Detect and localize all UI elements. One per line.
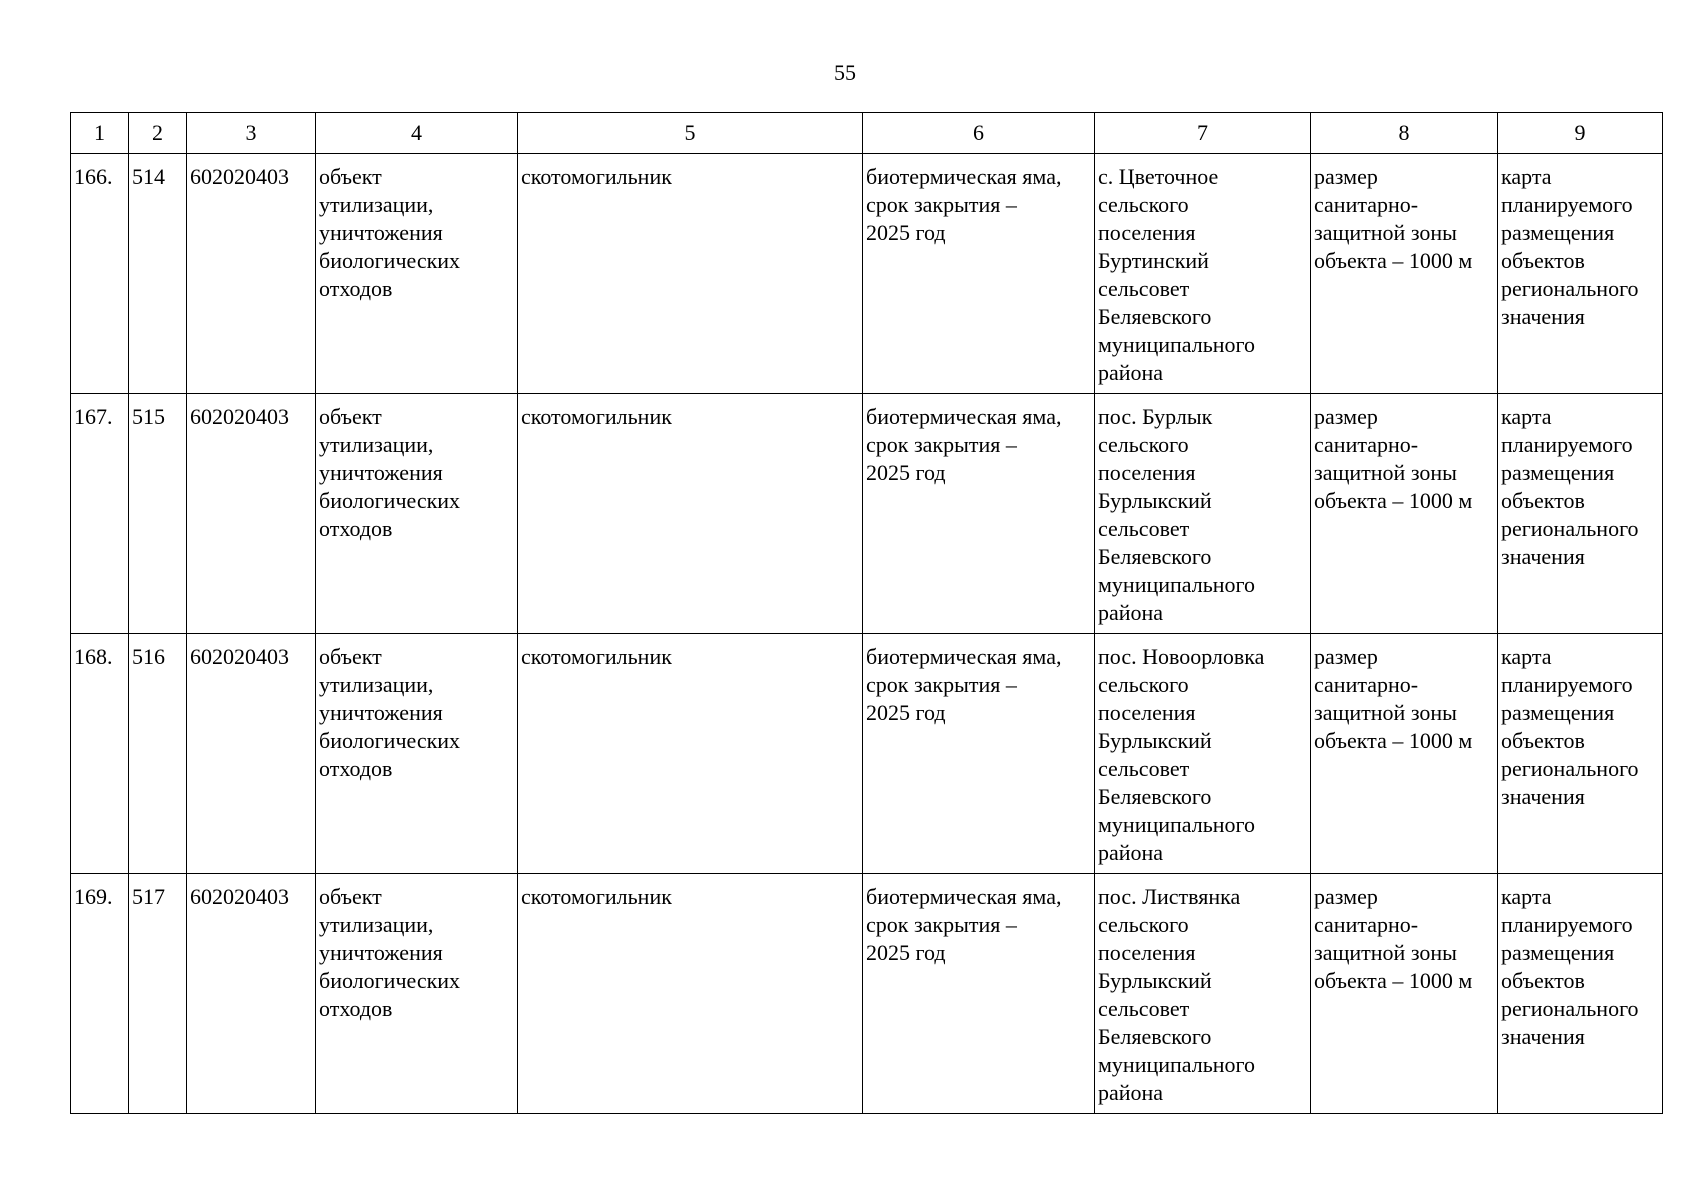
- object-name-cell: объект утилизации, уничтожения биологических отходов: [316, 874, 518, 1114]
- object-location-cell: пос. Новоорловка сельского поселения Бурлыкский сельсовет Беляевского муниципального района: [1095, 634, 1311, 874]
- protection-zone-cell: размер санитарно- защитной зоны объекта – 1000 м: [1311, 394, 1498, 634]
- row-number-cell: 167.: [71, 394, 129, 634]
- object-name-cell: объект утилизации, уничтожения биологических отходов: [316, 394, 518, 634]
- map-reference-cell: карта планируемого размещения объектов регионального значения: [1498, 634, 1663, 874]
- row-number-cell: 168.: [71, 634, 129, 874]
- column-header: 2: [129, 113, 187, 154]
- object-code-cell: 602020403: [187, 154, 316, 394]
- object-location-cell: пос. Листвянка сельского поселения Бурлыкский сельсовет Беляевского муниципального района: [1095, 874, 1311, 1114]
- column-header: 3: [187, 113, 316, 154]
- object-location-cell: пос. Бурлык сельского поселения Бурлыкский сельсовет Беляевского муниципального района: [1095, 394, 1311, 634]
- protection-zone-cell: размер санитарно- защитной зоны объекта – 1000 м: [1311, 874, 1498, 1114]
- object-type-cell: скотомогильник: [518, 394, 863, 634]
- column-header: 8: [1311, 113, 1498, 154]
- object-id-cell: 515: [129, 394, 187, 634]
- object-code-cell: 602020403: [187, 634, 316, 874]
- object-name-cell: объект утилизации, уничтожения биологических отходов: [316, 154, 518, 394]
- objects-table: [70, 112, 1663, 1114]
- column-header: 1: [71, 113, 129, 154]
- object-id-cell: 514: [129, 154, 187, 394]
- object-id-cell: 517: [129, 874, 187, 1114]
- column-header: 6: [863, 113, 1095, 154]
- object-description-cell: биотермическая яма, срок закрытия – 2025 год: [863, 874, 1095, 1114]
- object-type-cell: скотомогильник: [518, 874, 863, 1114]
- row-number-cell: 166.: [71, 154, 129, 394]
- table-row: [71, 634, 1663, 874]
- protection-zone-cell: размер санитарно- защитной зоны объекта – 1000 м: [1311, 634, 1498, 874]
- object-description-cell: биотермическая яма, срок закрытия – 2025 год: [863, 154, 1095, 394]
- object-code-cell: 602020403: [187, 874, 316, 1114]
- object-code-cell: 602020403: [187, 394, 316, 634]
- object-name-cell: объект утилизации, уничтожения биологических отходов: [316, 634, 518, 874]
- page-number: 55: [834, 60, 856, 85]
- map-reference-cell: карта планируемого размещения объектов регионального значения: [1498, 154, 1663, 394]
- column-header: 5: [518, 113, 863, 154]
- table-row: [71, 154, 1663, 394]
- object-location-cell: с. Цветочное сельского поселения Буртинский сельсовет Беляевского муниципального района: [1095, 154, 1311, 394]
- map-reference-cell: карта планируемого размещения объектов регионального значения: [1498, 394, 1663, 634]
- column-header: 9: [1498, 113, 1663, 154]
- header-row: [71, 113, 1663, 154]
- row-number-cell: 169.: [71, 874, 129, 1114]
- map-reference-cell: карта планируемого размещения объектов регионального значения: [1498, 874, 1663, 1114]
- object-description-cell: биотермическая яма, срок закрытия – 2025 год: [863, 634, 1095, 874]
- object-id-cell: 516: [129, 634, 187, 874]
- object-type-cell: скотомогильник: [518, 634, 863, 874]
- object-type-cell: скотомогильник: [518, 154, 863, 394]
- table-row: [71, 394, 1663, 634]
- protection-zone-cell: размер санитарно- защитной зоны объекта – 1000 м: [1311, 154, 1498, 394]
- table-row: [71, 874, 1663, 1114]
- column-header: 7: [1095, 113, 1311, 154]
- column-header: 4: [316, 113, 518, 154]
- object-description-cell: биотермическая яма, срок закрытия – 2025 год: [863, 394, 1095, 634]
